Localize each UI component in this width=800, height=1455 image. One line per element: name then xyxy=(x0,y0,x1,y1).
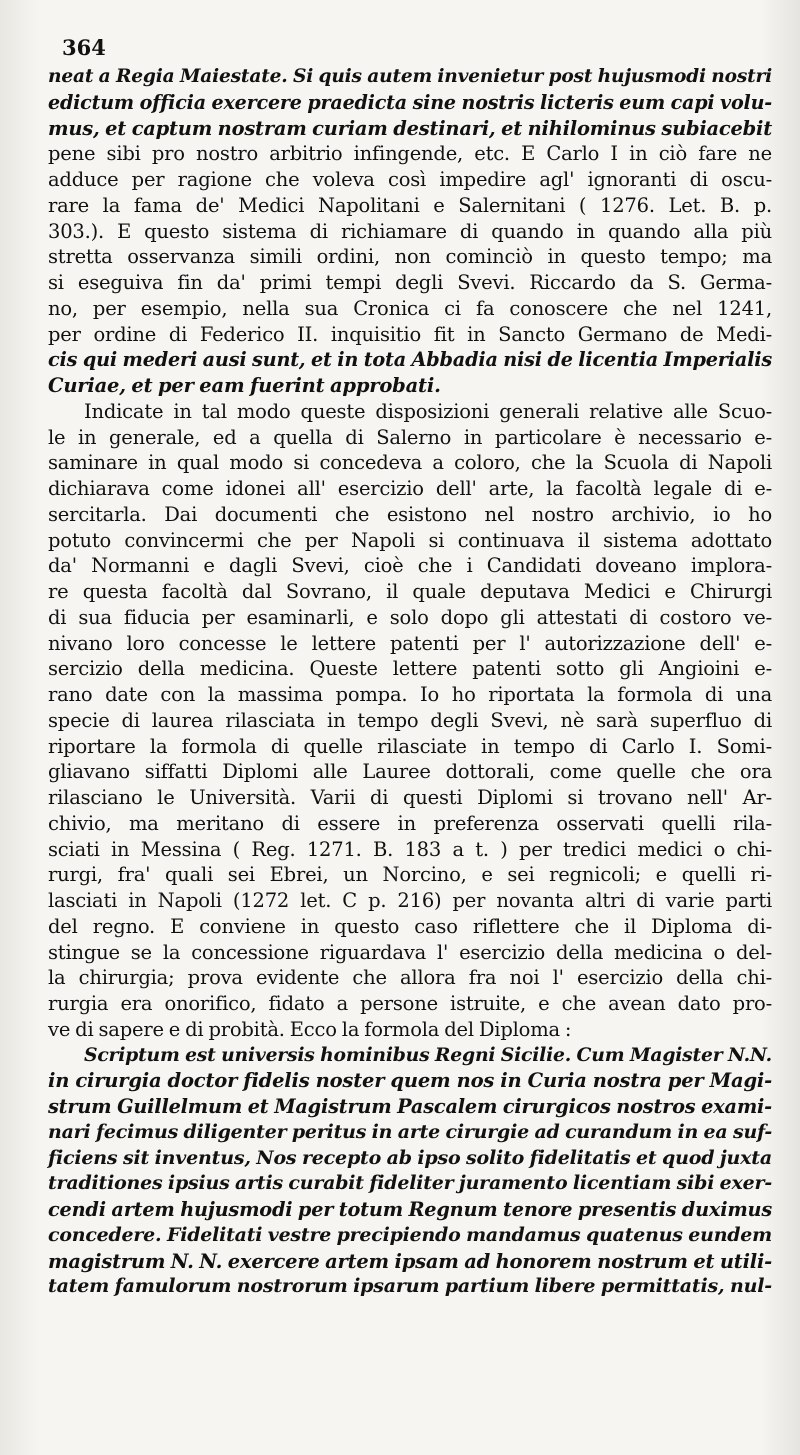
text-line: la chirurgia; prova evidente che allora fra noi l' esercizio della chi- xyxy=(48,966,772,990)
paragraph xyxy=(48,399,772,1043)
text-line: ficiens sit inventus, Nos recepto ab ipso solito fidelitatis et quod juxta xyxy=(48,1146,772,1169)
text-line: riportare la formola di quelle rilasciate in tempo di Carlo I. Somi- xyxy=(48,734,772,758)
text-line: strum Guillelmum et Magistrum Pascalem cirurgicos nostros exami- xyxy=(48,1095,772,1118)
text-line: stretta osservanza simili ordini, non cominciò in questo tempo; ma xyxy=(48,245,772,269)
text-line: nari fecimus diligenter peritus in arte cirurgie ad curandum in ea suf- xyxy=(48,1120,772,1143)
text-line: saminare in qual modo si concedeva a coloro, che la Scuola di Napoli xyxy=(48,451,772,475)
text-line: ve di sapere e di probità. Ecco la formola del Diploma : xyxy=(48,1017,572,1041)
text-line: gliavano siffatti Diplomi alle Lauree dottorali, come quelle che ora xyxy=(48,760,772,784)
text-line: del regno. E conviene in questo caso riflettere che il Diploma di- xyxy=(48,914,772,938)
text-line: rano date con la massima pompa. Io ho riportata la formola di una xyxy=(48,683,772,706)
text-line: Curiae, et per eam fuerint approbati. xyxy=(48,374,441,397)
text-line: si eseguiva fin da' primi tempi degli Svevi. Riccardo da S. Germa- xyxy=(48,271,772,294)
text-line: rurgi, fra' quali sei Ebrei, un Norcino, e sei regnicoli; e quelli ri- xyxy=(48,863,772,887)
text-line: sercizio della medicina. Queste lettere patenti sotto gli Angioini e- xyxy=(48,657,772,681)
text-line: tatem famulorum nostrorum ipsarum partium libere permittatis, nul- xyxy=(48,1275,772,1298)
text-line: sercitarla. Dai documenti che esistono nel nostro archivio, io ho xyxy=(48,502,772,526)
text-line: da' Normanni e dagli Svevi, cioè che i Candidati doveano implora- xyxy=(48,554,772,578)
text-line: neat a Regia Maiestate. Si quis autem invenietur post hujusmodi nostri xyxy=(48,66,772,87)
text-line: in cirurgia doctor fidelis noster quem nos in Curia nostra per Magi- xyxy=(48,1069,772,1093)
text-line: magistrum N. N. exercere artem ipsam ad honorem nostrum et utili- xyxy=(48,1249,772,1273)
text-line: rare la fama de' Medici Napolitani e Salernitani ( 1276. Let. B. p. xyxy=(48,193,772,217)
text-line: le in generale, ed a quella di Salerno in particolare è necessario e- xyxy=(48,425,772,449)
text-line: concedere. Fidelitati vestre precipiendo mandamus quatenus eundem xyxy=(48,1223,772,1246)
text-line: 303.). E questo sistema di richiamare di quando in quando alla più xyxy=(48,219,772,243)
text-line: specie di laurea rilasciata in tempo degli Svevi, nè sarà superfluo di xyxy=(48,708,772,732)
text-line: re questa facoltà dal Sovrano, il quale deputava Medici e Chirurgi xyxy=(48,580,772,603)
text-line: mus, et captum nostram curiam destinari, et nihilominus subiacebit xyxy=(48,116,772,140)
text-line: potuto convincermi che per Napoli si continuava il sistema adottato xyxy=(48,528,772,552)
text-line: dichiarava come idonei all' esercizio dell' arte, la facoltà legale di e- xyxy=(48,477,772,500)
text-line: cendi artem hujusmodi per totum Regnum tenore presentis duximus xyxy=(48,1198,772,1221)
page-text-body xyxy=(48,64,772,1300)
text-line: Indicate in tal modo queste disposizioni generali relative alle Scuo- xyxy=(84,399,772,423)
text-line: pene sibi pro nostro arbitrio infingende, etc. E Carlo I in ciò fare ne xyxy=(48,142,772,166)
text-line: no, per esempio, nella sua Cronica ci fa conoscere che nel 1241, xyxy=(48,296,772,320)
paragraph xyxy=(48,64,772,399)
text-line: cis qui mederi ausi sunt, et in tota Abbadia nisi de licentia Imperialis xyxy=(48,348,772,372)
text-line: lasciati in Napoli (1272 let. C p. 216) per novanta altri di varie parti xyxy=(48,889,772,912)
text-line: sciati in Messina ( Reg. 1271. B. 183 a t. ) per tredici medici o chi- xyxy=(48,837,772,861)
text-line: nivano loro concesse le lettere patenti per l' autorizzazione dell' e- xyxy=(48,631,772,655)
text-line: traditiones ipsius artis curabit fideliter juramento licentiam sibi exer- xyxy=(48,1172,772,1195)
text-line: rilasciano le Università. Varii di questi Diplomi si trovano nell' Ar- xyxy=(48,786,772,809)
text-line: di sua fiducia per esaminarli, e solo dopo gli attestati di costoro ve- xyxy=(48,605,772,629)
text-line: per ordine di Federico II. inquisitio fit in Sancto Germano de Medi- xyxy=(48,322,772,346)
text-line: stingue se la concessione riguardava l' esercizio della medicina o del- xyxy=(48,940,772,964)
text-line: rurgia era onorifico, fidato a persone istruite, e che avean dato pro- xyxy=(48,992,772,1015)
page-number: 364 xyxy=(62,35,106,60)
text-line: Scriptum est universis hominibus Regni Sicilie. Cum Magister N.N. xyxy=(84,1043,772,1066)
paragraph xyxy=(48,1043,772,1301)
text-line: edictum officia exercere praedicta sine nostris licteris eum capi volu- xyxy=(48,90,772,114)
text-line: chivio, ma meritano di essere in preferenza osservati quelli rila- xyxy=(48,811,772,835)
text-line: adduce per ragione che voleva così impedire agl' ignoranti di oscu- xyxy=(48,168,772,191)
